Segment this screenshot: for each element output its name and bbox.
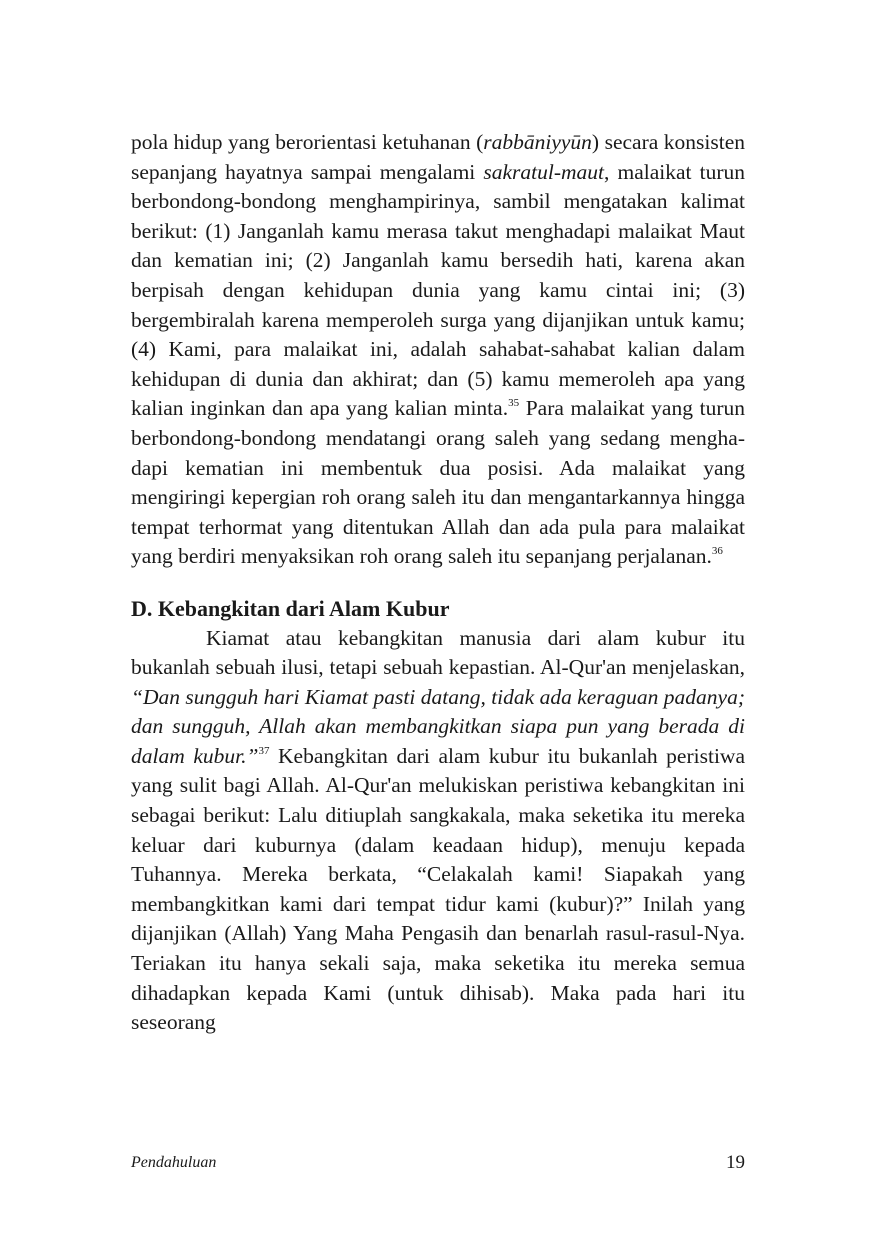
quran-quote: “Dan sungguh hari Kiamat pasti datang, tidak ada keraguan padanya; dan sungguh, Allah akan membangkitkan siapa pun yang berada di dalam kubur.” (131, 684, 745, 768)
paragraph-text: Kebangkitan dari alam kubur itu bukanlah peristiwa yang sulit bagi Allah. Al-Qur'an melukiskan peristiwa kebangkitan ini sebagai berikut: Lalu ditiuplah sangkakala, maka seketika itu mereka keluar dari kuburnya (dalam keadaan hidup), menuju kepada Tuhannya. Mereka berkata, “Celakalah kami! Siapakah yang membangkitkan kami dari tempat tidur kami (kubur)?” Inilah yang dijanjikan (Allah) Yang Maha Pengasih dan benarlah rasul-rasul-Nya. Teriakan itu hanya sekali saja, maka seketika itu mereka semua dihadapkan kepada Kami (untuk dihisab). Maka pada hari itu seseorang (131, 743, 745, 1035)
paragraph-text: Para malaikat yang turun berbondong-bondong mendatangi orang saleh yang sedang menghadapi kematian ini membentuk dua posisi. Ada malaikat yang mengiringi kepergian roh orang saleh itu dan mengantarkannya hingga tempat terhormat yang ditentukan Allah dan ada pula para malaikat yang berdiri menyaksikan roh orang saleh itu sepanjang perjalanan. (131, 396, 745, 569)
italic-term: sakratul-maut (483, 159, 605, 184)
paragraph-text: ) secara konsisten sepanjang hayatnya sampai mengalami (131, 130, 745, 184)
page-footer (131, 1152, 745, 1176)
section-heading: D. Kebangkitan dari Alam Kubur (131, 595, 450, 621)
body-paragraph-2 (131, 624, 745, 1038)
italic-term: rabbāniyyūn (483, 130, 592, 154)
footnote-marker: 37 (258, 744, 270, 757)
paragraph-text: Kiamat atau kebangkitan manusia dari alam kubur itu bukanlah sebuah ilusi, tetapi sebuah kepastian. Al-Qur'an menjelaskan, (131, 625, 745, 680)
page-body (131, 128, 745, 1038)
paragraph-text: pola hidup yang berorientasi ketuhanan ( (131, 130, 484, 154)
paragraph-text: , malaikat turun berbondong-bondong menghampirinya, sambil mengatakan kalimat berikut: (1) Janganlah kamu merasa takut menghadapi malaikat Maut dan kematian ini; (2) Janganlah kamu bersedih hati, karena akan berpisah dengan kehidupan dunia yang kamu cintai ini; (3) bergembiralah karena memperoleh surga yang dijanjikan untuk kamu; (4) Kami, para malaikat ini, adalah sahabat-sahabat kalian dalam kehidupan di dunia dan akhirat; dan (5) kamu memeroleh apa yang kalian inginkan dan apa yang kalian minta. (131, 159, 746, 421)
footnote-marker: 36 (711, 545, 723, 558)
body-paragraph-1 (131, 128, 745, 572)
page-number: 19 (726, 1152, 745, 1173)
running-footer-title: Pendahuluan (131, 1154, 217, 1171)
footnote-marker: 35 (508, 397, 520, 410)
